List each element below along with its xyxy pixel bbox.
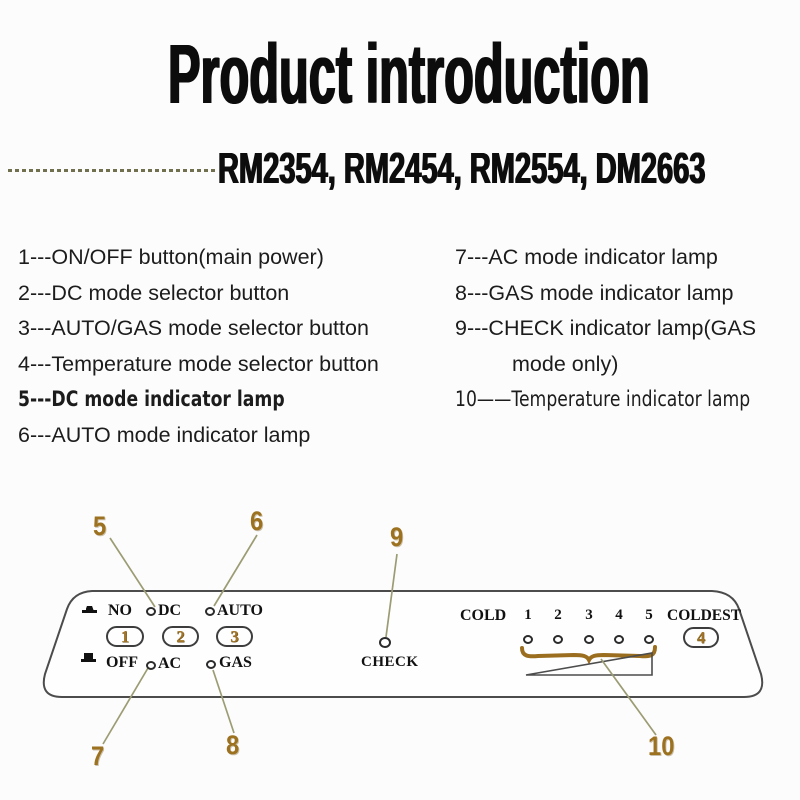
feature-item-6: 6---AUTO mode indicator lamp — [18, 422, 311, 447]
check-label: CHECK — [361, 654, 419, 670]
on-off-button[interactable]: 1 — [106, 626, 144, 647]
temp-step-1: 1 — [524, 607, 532, 623]
check-indicator-lamp — [379, 637, 391, 648]
feature-item-4: 4---Temperature mode selector button — [18, 351, 379, 376]
auto-gas-mode-button[interactable]: 3 — [216, 626, 253, 647]
feature-item-1: 1---ON/OFF button(main power) — [18, 245, 324, 269]
feature-item-2: 2---DC mode selector button — [18, 280, 290, 305]
temp-step-5: 5 — [645, 607, 653, 623]
callout-10: 10 — [648, 731, 675, 761]
feature-item-8: 8---GAS mode indicator lamp — [455, 280, 734, 305]
power-on-label: NO — [108, 602, 132, 619]
temp-lamp-5 — [644, 635, 654, 644]
auto-indicator-lamp — [205, 607, 215, 616]
cold-label: COLD — [460, 607, 507, 624]
power-off-icon — [81, 653, 96, 662]
feature-item-5: 5---DC mode indicator lamp — [18, 387, 285, 411]
coldest-label: COLDEST — [667, 607, 742, 624]
feature-item-9: 9---CHECK indicator lamp(GAS — [455, 316, 757, 340]
feature-item-9-continued: mode only) — [512, 351, 619, 376]
callout-8: 8 — [226, 730, 240, 760]
callout-7: 7 — [91, 741, 105, 771]
page-title: Product introduction — [168, 27, 650, 121]
feature-item-7: 7---AC mode indicator lamp — [455, 245, 718, 269]
callout-5: 5 — [93, 511, 107, 541]
temp-lamp-3 — [584, 635, 594, 644]
temperature-mode-button[interactable]: 4 — [683, 627, 719, 648]
auto-label: AUTO — [217, 602, 263, 619]
temp-step-2: 2 — [554, 607, 562, 623]
dc-indicator-lamp — [146, 607, 156, 616]
callout-9: 9 — [390, 522, 404, 552]
temp-step-4: 4 — [615, 607, 623, 623]
temp-step-3: 3 — [585, 607, 593, 623]
temp-lamp-1 — [523, 635, 533, 644]
power-off-label: OFF — [106, 654, 138, 671]
dc-label: DC — [158, 602, 182, 619]
temp-lamp-2 — [553, 635, 563, 644]
callout-6: 6 — [250, 506, 264, 536]
dc-mode-button[interactable]: 2 — [162, 626, 199, 647]
feature-item-10: 10——Temperature indicator lamp — [455, 387, 751, 411]
gas-label: GAS — [219, 654, 252, 671]
ac-indicator-lamp — [146, 661, 156, 670]
power-on-icon — [82, 606, 97, 613]
temp-lamp-4 — [614, 635, 624, 644]
gas-indicator-lamp — [206, 660, 216, 669]
feature-item-3: 3---AUTO/GAS mode selector button — [18, 316, 369, 340]
ac-label: AC — [158, 655, 182, 672]
model-numbers: RM2354, RM2454, RM2554, DM2663 — [218, 144, 706, 193]
